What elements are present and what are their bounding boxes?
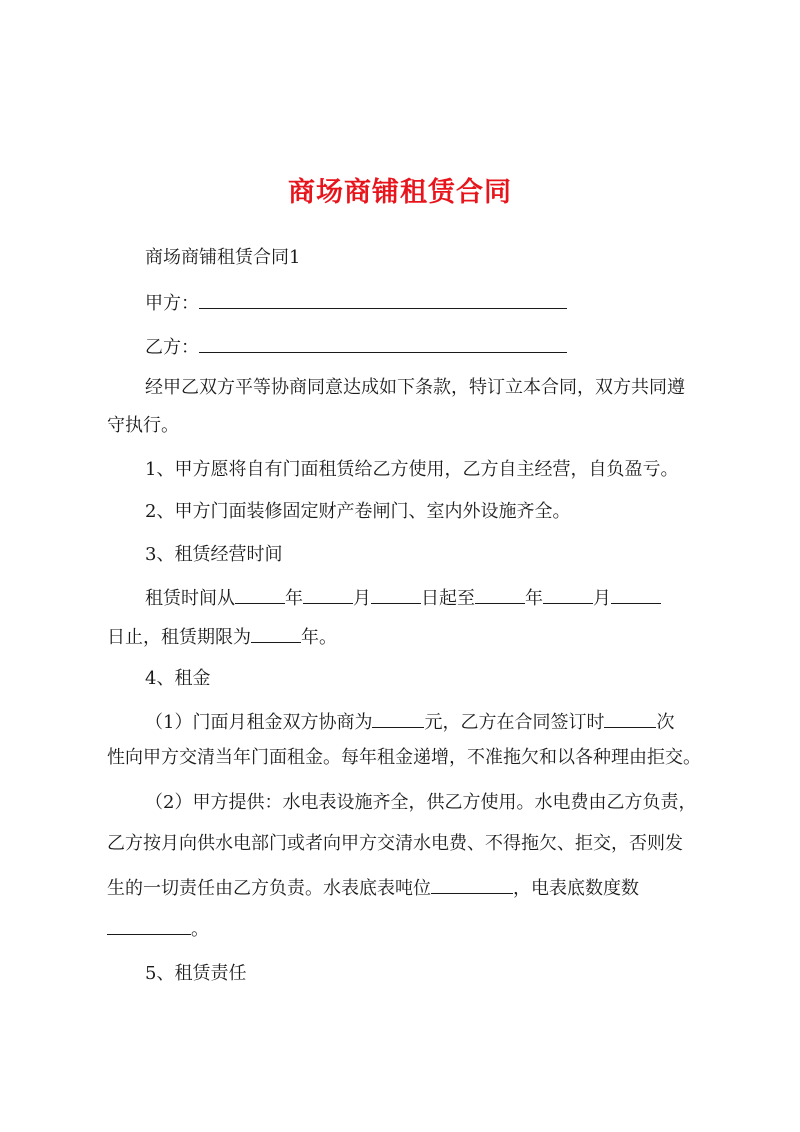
term-day-to: 日止，租赁期限为	[107, 627, 251, 648]
clause-4-heading: 4、租金	[145, 668, 211, 689]
term-line-2	[107, 624, 337, 650]
rent-p1-text-c: 次	[656, 712, 675, 733]
rent-para-2-line-3	[107, 875, 639, 901]
page-title: 商场商铺租赁合同	[288, 177, 512, 208]
rent-p1-text-a: （1）门面月租金双方协商为	[145, 712, 373, 733]
end-day-blank	[611, 585, 661, 604]
term-year-label: 年	[285, 588, 303, 609]
start-day-blank	[371, 585, 421, 604]
party-b-label: 乙方：	[145, 337, 199, 358]
end-month-blank	[543, 585, 593, 604]
start-year-blank	[235, 585, 285, 604]
rent-para-2-line-1: （2）甲方提供：水电表设施齐全，供乙方使用。水电费由乙方负责，	[145, 792, 697, 813]
party-b-line	[145, 334, 567, 360]
monthly-rent-blank	[372, 709, 424, 728]
rent-para-2-line-2: 乙方按月向供水电部门或者向甲方交清水电费、不得拖欠、拒交，否则发	[107, 833, 683, 854]
preamble-line-2: 守执行。	[107, 415, 179, 436]
term-prefix: 租赁时间从	[145, 588, 235, 609]
clause-3-heading: 3、租赁经营时间	[145, 544, 283, 565]
term-month-label: 月	[353, 588, 371, 609]
party-a-blank	[199, 290, 567, 309]
term-year2-label: 年	[525, 588, 543, 609]
rent-p1-text-b: 元，乙方在合同签订时	[424, 712, 605, 733]
electric-meter-blank	[107, 916, 191, 935]
rent-p2-end: 。	[191, 919, 209, 940]
rent-para-2-line-4	[107, 916, 209, 942]
rent-para-1-line-1	[145, 709, 674, 735]
term-day-from: 日起至	[421, 588, 475, 609]
party-b-blank	[199, 334, 567, 353]
preamble-line-1: 经甲乙双方平等协商同意达成如下条款，特订立本合同，双方共同遵	[145, 377, 685, 398]
party-a-label: 甲方：	[145, 293, 199, 314]
term-years-label: 年。	[301, 627, 337, 648]
subtitle: 商场商铺租赁合同1	[145, 247, 301, 268]
term-line-1	[145, 585, 661, 611]
water-meter-text: 生的一切责任由乙方负责。水表底表吨位	[107, 878, 431, 899]
start-month-blank	[303, 585, 353, 604]
term-years-blank	[251, 624, 301, 643]
party-a-line	[145, 290, 567, 316]
rent-para-1-line-2: 性向甲方交清当年门面租金。每年租金递增，不准拖欠和以各种理由拒交。	[107, 747, 701, 768]
water-meter-blank	[431, 875, 513, 894]
term-month2-label: 月	[593, 588, 611, 609]
clause-1: 1、甲方愿将自有门面租赁给乙方使用，乙方自主经营，自负盈亏。	[145, 459, 679, 480]
clause-5-heading: 5、租赁责任	[145, 963, 247, 984]
end-year-blank	[475, 585, 525, 604]
clause-2: 2、甲方门面装修固定财产卷闸门、室内外设施齐全。	[145, 501, 571, 522]
electric-meter-text: ，电表底数度数	[513, 878, 639, 899]
payment-blank	[604, 709, 656, 728]
